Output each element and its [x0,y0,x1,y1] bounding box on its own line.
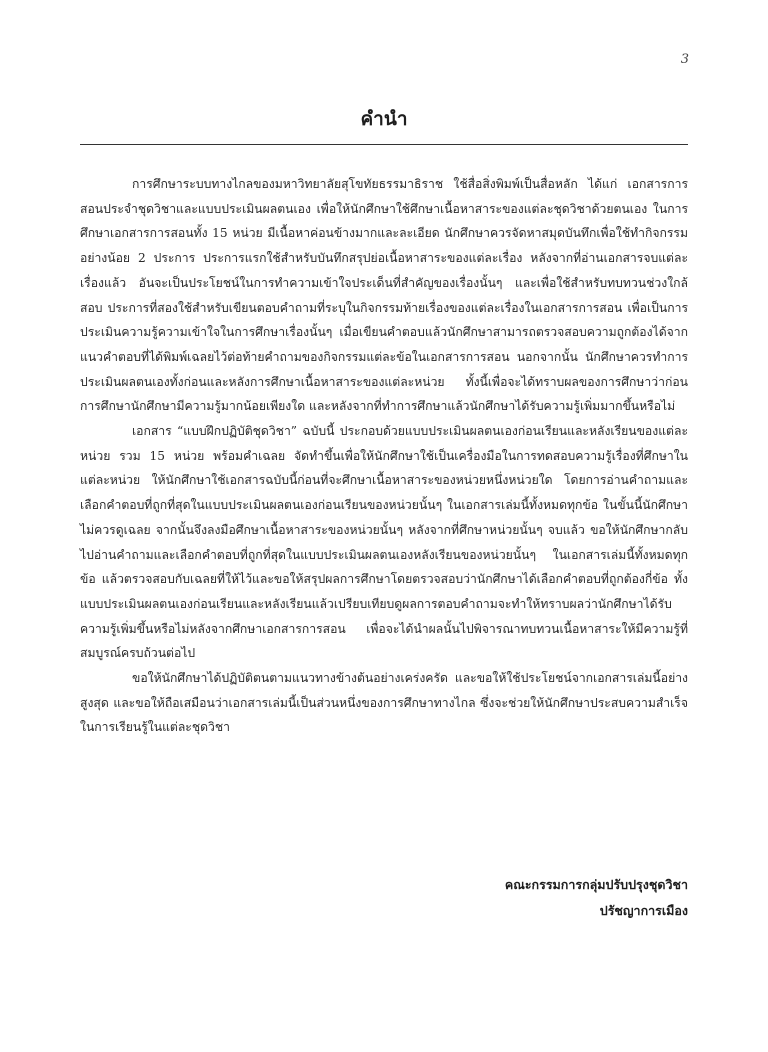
page-title: คำนำ [360,108,408,130]
preface-body [80,172,688,740]
paragraph-3: ขอให้นักศึกษาได้ปฏิบัติตนตามแนวทางข้างต้นอย่างเคร่งครัด และขอให้ใช้ประโยชน์จากเอกสารเล่มนี้อย่างสูงสุด และขอให้ถือเสมือนว่าเอกสารเล่มนี้เป็นส่วนหนึ่งของการศึกษาทางไกล ซึ่งจะช่วยให้นักศึกษาประสบความสำเร็จในการเรียนรู้ในแต่ละชุดวิชา [80,671,688,735]
page-number: 3 [680,52,689,67]
signature-course: ปรัชญาการเมือง [599,903,688,918]
signature-block [505,872,688,924]
title-underline [80,144,688,145]
signature-committee: คณะกรรมการกลุ่มปรับปรุงชุดวิชา [504,877,688,892]
paragraph-2: เอกสาร “แบบฝึกปฏิบัติชุดวิชา” ฉบับนี้ ประกอบด้วยแบบประเมินผลตนเองก่อนเรียนและหลังเรียนของแต่ละหน่วย รวม 15 หน่วย พร้อมคำเฉลย จัดทำขึ้นเพื่อให้นักศึกษาใช้เป็นเครื่องมือในการทดสอบความรู้เรื่องที่ศึกษาในแต่ละหน่วย ให้นักศึกษาใช้เอกสารฉบับนี้ก่อนที่จะศึกษาเนื้อหาสาระของหน่วยหนึ่งหน่วยใด โดยการอ่านคำถามและเลือกคำตอบที่ถูกที่สุดในแบบประเมินผลตนเองก่อนเรียนของหน่วยนั้นๆ ในเอกสารเล่มนี้ทั้งหมดทุกข้อ ในขั้นนี้นักศึกษาไม่ควรดูเฉลย จากนั้นจึงลงมือศึกษาเนื้อหาสาระของหน่วยนั้นๆ หลังจากที่ศึกษาหน่วยนั้นๆ จบแล้ว ขอให้นักศึกษากลับไปอ่านคำถามและเลือกคำตอบที่ถูกที่สุดในแบบประเมินผลตนเองหลังเรียนของหน่วยนั้นๆ ในเอกสารเล่มนี้ทั้งหมดทุกข้อ แล้วตรวจสอบกับเฉลยที่ให้ไว้และขอให้สรุปผลการศึกษาโดยตรวจสอบว่านักศึกษาได้เลือกคำตอบที่ถูกต้องกี่ข้อ ทั้งแบบประเมินผลตนเองก่อนเรียนและหลังเรียนแล้วเปรียบเทียบดูผลการตอบคำถามจะทำให้ทราบผลว่านักศึกษาได้รับความรู้เพิ่มขึ้นหรือไม่หลังจากศึกษาเอกสารการสอน เพื่อจะได้นำผลนั้นไปพิจารณาทบทวนเนื้อหาสาระให้มีความรู้ที่สมบูรณ์ครบถ้วนต่อไป [80,424,688,661]
paragraph-1: การศึกษาระบบทางไกลของมหาวิทยาลัยสุโขทัยธรรมาธิราช ใช้สื่อสิ่งพิมพ์เป็นสื่อหลัก ได้แก่ เอกสารการสอนประจำชุดวิชาและแบบประเมินผลตนเอง เพื่อให้นักศึกษาใช้ศึกษาเนื้อหาสาระของแต่ละชุดวิชาด้วยตนเอง ในการศึกษาเอกสารการสอนทั้ง 15 หน่วย มีเนื้อหาค่อนข้างมากและละเอียด นักศึกษาควรจัดหาสมุดบันทึกเพื่อใช้ทำกิจกรรมอย่างน้อย 2 ประการ ประการแรกใช้สำหรับบันทึกสรุปย่อเนื้อหาสาระของแต่ละเรื่อง หลังจากที่อ่านเอกสารจบแต่ละเรื่องแล้ว อันจะเป็นประโยชน์ในการทำความเข้าใจประเด็นที่สำคัญของเรื่องนั้นๆ และเพื่อใช้สำหรับทบทวนช่วงใกล้สอบ ประการที่สองใช้สำหรับเขียนตอบคำถามที่ระบุในกิจกรรมท้ายเรื่องของแต่ละเรื่องในเอกสารการสอน เพื่อเป็นการประเมินความรู้ความเข้าใจในการศึกษาเรื่องนั้นๆ เมื่อเขียนคำตอบแล้วนักศึกษาสามารถตรวจสอบความถูกต้องได้จากแนวคำตอบที่ได้พิมพ์เฉลยไว้ต่อท้ายคำถามของกิจกรรมแต่ละข้อในเอกสารการสอน นอกจากนั้น นักศึกษาควรทำการประเมินผลตนเองทั้งก่อนและหลังการศึกษาเนื้อหาสาระของแต่ละหน่วย ทั้งนี้เพื่อจะได้ทราบผลของการศึกษาว่าก่อนการศึกษานักศึกษามีความรู้มากน้อยเพียงใด และหลังจากที่ทำการศึกษาแล้วนักศึกษาได้รับความรู้เพิ่มมากขึ้นหรือไม่ [80,177,688,414]
